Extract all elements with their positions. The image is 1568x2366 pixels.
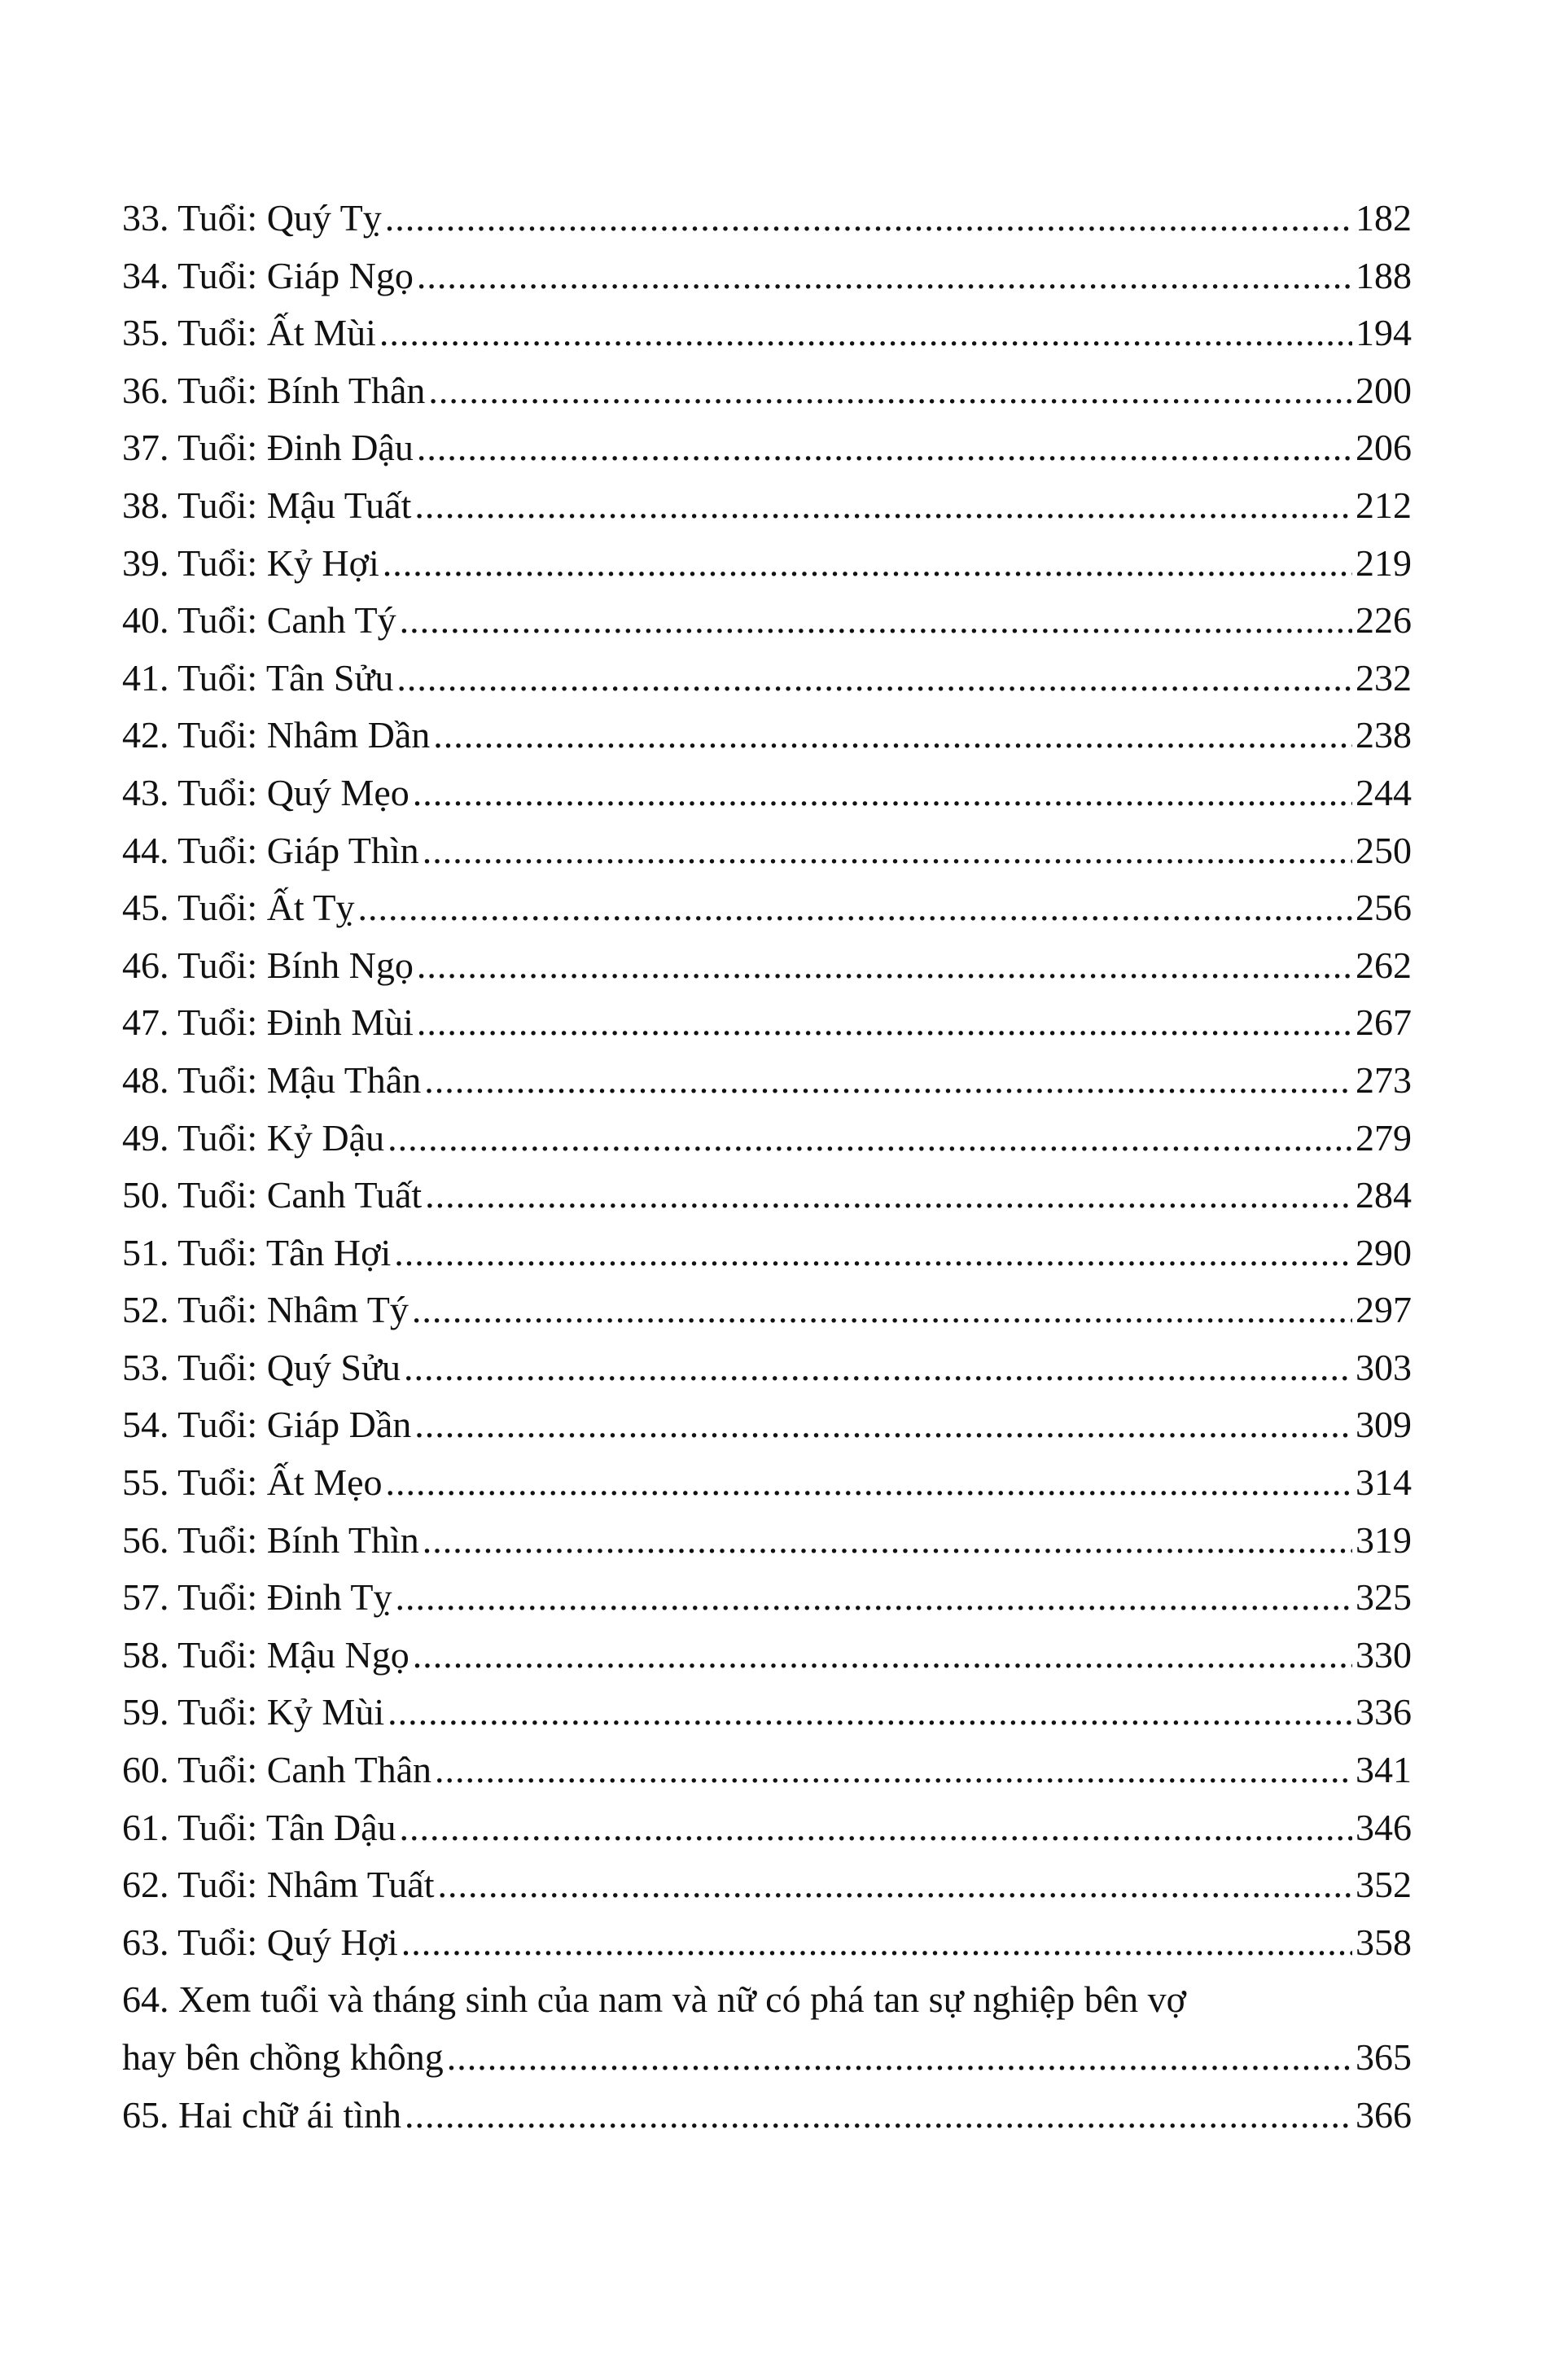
dot-leader bbox=[414, 1396, 1352, 1454]
toc-entry-page: 238 bbox=[1356, 714, 1412, 756]
dot-leader bbox=[357, 879, 1352, 937]
dot-leader bbox=[417, 419, 1352, 477]
toc-entry-page: 226 bbox=[1356, 599, 1412, 642]
toc-entry-page: 219 bbox=[1356, 541, 1412, 584]
toc-entry[interactable] bbox=[122, 879, 1412, 937]
dot-leader bbox=[385, 190, 1352, 248]
toc-entry-page: 262 bbox=[1356, 944, 1412, 986]
toc-entry-page: 330 bbox=[1356, 1633, 1412, 1676]
dot-leader bbox=[404, 1339, 1352, 1397]
toc-entry-page: 336 bbox=[1356, 1691, 1412, 1733]
toc-entry-title: 44. Tuổi: Giáp Thìn bbox=[122, 829, 419, 871]
toc-entry-title: 46. Tuổi: Bính Ngọ bbox=[122, 944, 414, 986]
toc-entry[interactable] bbox=[122, 362, 1412, 420]
toc-entry-64-line2 bbox=[122, 2029, 1412, 2087]
toc-entry-page: 232 bbox=[1356, 656, 1412, 699]
toc-entry-page: 297 bbox=[1356, 1289, 1412, 1331]
toc-entry[interactable] bbox=[122, 1914, 1412, 1972]
toc-entry[interactable] bbox=[122, 1684, 1412, 1742]
toc-entry[interactable] bbox=[122, 1856, 1412, 1914]
toc-entry[interactable] bbox=[122, 1396, 1412, 1454]
dot-leader bbox=[423, 822, 1352, 880]
toc-entry[interactable] bbox=[122, 305, 1412, 362]
toc-entry-page: 346 bbox=[1356, 1806, 1412, 1848]
toc-entry-64[interactable] bbox=[122, 1971, 1412, 2086]
dot-leader bbox=[417, 994, 1352, 1052]
toc-entry[interactable] bbox=[122, 477, 1412, 535]
dot-leader bbox=[433, 707, 1352, 765]
toc-entry-title: 59. Tuổi: Kỷ Mùi bbox=[122, 1691, 385, 1733]
toc-entry[interactable] bbox=[122, 1110, 1412, 1168]
dot-leader bbox=[425, 1167, 1352, 1225]
dot-leader bbox=[424, 1052, 1352, 1110]
toc-entry-title: 56. Tuổi: Bính Thìn bbox=[122, 1518, 419, 1561]
toc-entry-64-line1 bbox=[122, 1971, 1412, 2029]
toc-entry[interactable] bbox=[122, 1282, 1412, 1339]
dot-leader bbox=[401, 1914, 1352, 1972]
dot-leader bbox=[417, 937, 1352, 995]
toc-entry-title: 35. Tuổi: Ất Mùi bbox=[122, 312, 376, 354]
toc-entry-page: 273 bbox=[1356, 1058, 1412, 1101]
toc-entries bbox=[122, 190, 1412, 1971]
toc-entry[interactable] bbox=[122, 1742, 1412, 1799]
toc-entry-title: 51. Tuổi: Tân Hợi bbox=[122, 1231, 392, 1273]
toc-entry-title: 58. Tuổi: Mậu Ngọ bbox=[122, 1633, 410, 1676]
toc-entry-page: 256 bbox=[1356, 887, 1412, 929]
toc-entry-title: 65. Hai chữ ái tình bbox=[122, 2093, 402, 2136]
toc-entry-page: 279 bbox=[1356, 1116, 1412, 1159]
dot-leader bbox=[395, 1569, 1352, 1627]
toc-entry-page: 290 bbox=[1356, 1231, 1412, 1273]
toc-entry[interactable] bbox=[122, 190, 1412, 248]
toc-entry-page: 325 bbox=[1356, 1576, 1412, 1619]
toc-entry-title: 43. Tuổi: Quý Mẹo bbox=[122, 771, 410, 813]
toc-entry[interactable] bbox=[122, 650, 1412, 708]
toc-entry-page: 303 bbox=[1356, 1346, 1412, 1388]
toc-entry[interactable] bbox=[122, 994, 1412, 1052]
toc-entry-page: 352 bbox=[1356, 1864, 1412, 1906]
dot-leader bbox=[414, 477, 1352, 535]
toc-entry-page: 212 bbox=[1356, 484, 1412, 526]
toc-entry-title: 52. Tuổi: Nhâm Tý bbox=[122, 1289, 409, 1331]
toc-entry-title: 55. Tuổi: Ất Mẹo bbox=[122, 1461, 383, 1504]
toc-entry[interactable] bbox=[122, 1052, 1412, 1110]
toc-entry-page: 366 bbox=[1356, 2093, 1412, 2136]
toc-entry-title: 40. Tuổi: Canh Tý bbox=[122, 599, 396, 642]
dot-leader bbox=[396, 650, 1352, 708]
toc-entry-page: 182 bbox=[1356, 197, 1412, 239]
toc-entry[interactable] bbox=[122, 1454, 1412, 1512]
toc-entry-page: 358 bbox=[1356, 1921, 1412, 1963]
toc-entry[interactable] bbox=[122, 1512, 1412, 1570]
toc-entry[interactable] bbox=[122, 765, 1412, 822]
toc-entry[interactable] bbox=[122, 937, 1412, 995]
toc-entry[interactable] bbox=[122, 248, 1412, 305]
toc-entry-title: 38. Tuổi: Mậu Tuất bbox=[122, 484, 412, 526]
toc-entry-page: 206 bbox=[1356, 427, 1412, 469]
toc-entry-title: 49. Tuổi: Kỷ Dậu bbox=[122, 1116, 385, 1159]
toc-entry-page: 365 bbox=[1356, 2036, 1412, 2078]
dot-leader bbox=[405, 2087, 1352, 2145]
toc-entry-page: 319 bbox=[1356, 1518, 1412, 1561]
dot-leader bbox=[388, 1684, 1352, 1742]
dot-leader bbox=[400, 1799, 1352, 1857]
toc-entry-title: 34. Tuổi: Giáp Ngọ bbox=[122, 254, 414, 296]
toc-entry[interactable] bbox=[122, 535, 1412, 593]
dot-leader bbox=[386, 1454, 1352, 1512]
toc-entry-title: 54. Tuổi: Giáp Dần bbox=[122, 1404, 412, 1446]
toc-entry[interactable] bbox=[122, 1167, 1412, 1225]
toc-entry[interactable] bbox=[122, 592, 1412, 650]
toc-entry-page: 314 bbox=[1356, 1461, 1412, 1504]
toc-entry-page: 200 bbox=[1356, 369, 1412, 411]
toc-entry[interactable] bbox=[122, 707, 1412, 765]
dot-leader bbox=[423, 1512, 1352, 1570]
toc-entry-title: 61. Tuổi: Tân Dậu bbox=[122, 1806, 396, 1848]
toc-entry-title: 50. Tuổi: Canh Tuất bbox=[122, 1174, 423, 1216]
dot-leader bbox=[379, 305, 1352, 362]
toc-entry-title: 63. Tuổi: Quý Hợi bbox=[122, 1921, 398, 1963]
toc-entry-title: 47. Tuổi: Đinh Mùi bbox=[122, 1001, 414, 1044]
toc-entry-page: 284 bbox=[1356, 1174, 1412, 1216]
toc-entry-title: 64. Xem tuổi và tháng sinh của nam và nữ có phá tan sự nghiệp bên vợ bbox=[122, 1978, 1186, 2021]
toc-entry-title: 62. Tuổi: Nhâm Tuất bbox=[122, 1864, 435, 1906]
toc-entry[interactable] bbox=[122, 822, 1412, 880]
dot-leader bbox=[447, 2029, 1352, 2087]
toc-entry[interactable] bbox=[122, 1627, 1412, 1685]
toc-entry[interactable] bbox=[122, 1225, 1412, 1282]
toc-entry-title: 39. Tuổi: Kỷ Hợi bbox=[122, 541, 379, 584]
toc-entry-title: 60. Tuổi: Canh Thân bbox=[122, 1749, 431, 1791]
dot-leader bbox=[383, 535, 1352, 593]
toc-entry[interactable] bbox=[122, 419, 1412, 477]
toc-entry[interactable] bbox=[122, 1339, 1412, 1397]
toc-entry-title: 41. Tuổi: Tân Sửu bbox=[122, 656, 394, 699]
toc-entry[interactable] bbox=[122, 1569, 1412, 1627]
toc-entry-title: 53. Tuổi: Quý Sửu bbox=[122, 1346, 401, 1388]
toc-entry-page: 267 bbox=[1356, 1001, 1412, 1044]
toc-entry-title: 45. Tuổi: Ất Tỵ bbox=[122, 887, 355, 929]
dot-leader bbox=[417, 248, 1352, 305]
dot-leader bbox=[435, 1742, 1352, 1799]
toc-entry-title: 48. Tuổi: Mậu Thân bbox=[122, 1058, 422, 1101]
dot-leader bbox=[388, 1110, 1352, 1168]
dot-leader bbox=[437, 1856, 1352, 1914]
dot-leader bbox=[400, 592, 1352, 650]
toc-entry[interactable] bbox=[122, 1799, 1412, 1857]
dot-leader bbox=[413, 1627, 1352, 1685]
toc-entry-title-continued: hay bên chồng không bbox=[122, 2036, 444, 2078]
toc-entry-page: 250 bbox=[1356, 829, 1412, 871]
toc-entry-page: 188 bbox=[1356, 254, 1412, 296]
toc-entry-page: 244 bbox=[1356, 771, 1412, 813]
dot-leader bbox=[428, 362, 1352, 420]
toc-entry-title: 37. Tuổi: Đinh Dậu bbox=[122, 427, 414, 469]
toc-entry-title: 36. Tuổi: Bính Thân bbox=[122, 369, 426, 411]
toc-entry-title: 42. Tuổi: Nhâm Dần bbox=[122, 714, 431, 756]
table-of-contents bbox=[122, 190, 1412, 2144]
toc-entry-page: 341 bbox=[1356, 1749, 1412, 1791]
toc-entry-page: 194 bbox=[1356, 312, 1412, 354]
toc-entry-65[interactable] bbox=[122, 2087, 1412, 2145]
toc-entry-title: 57. Tuổi: Đinh Tỵ bbox=[122, 1576, 392, 1619]
dot-leader bbox=[413, 765, 1352, 822]
dot-leader bbox=[394, 1225, 1352, 1282]
toc-entry-page: 309 bbox=[1356, 1404, 1412, 1446]
dot-leader bbox=[412, 1282, 1352, 1339]
toc-entry-title: 33. Tuổi: Quý Tỵ bbox=[122, 197, 382, 239]
